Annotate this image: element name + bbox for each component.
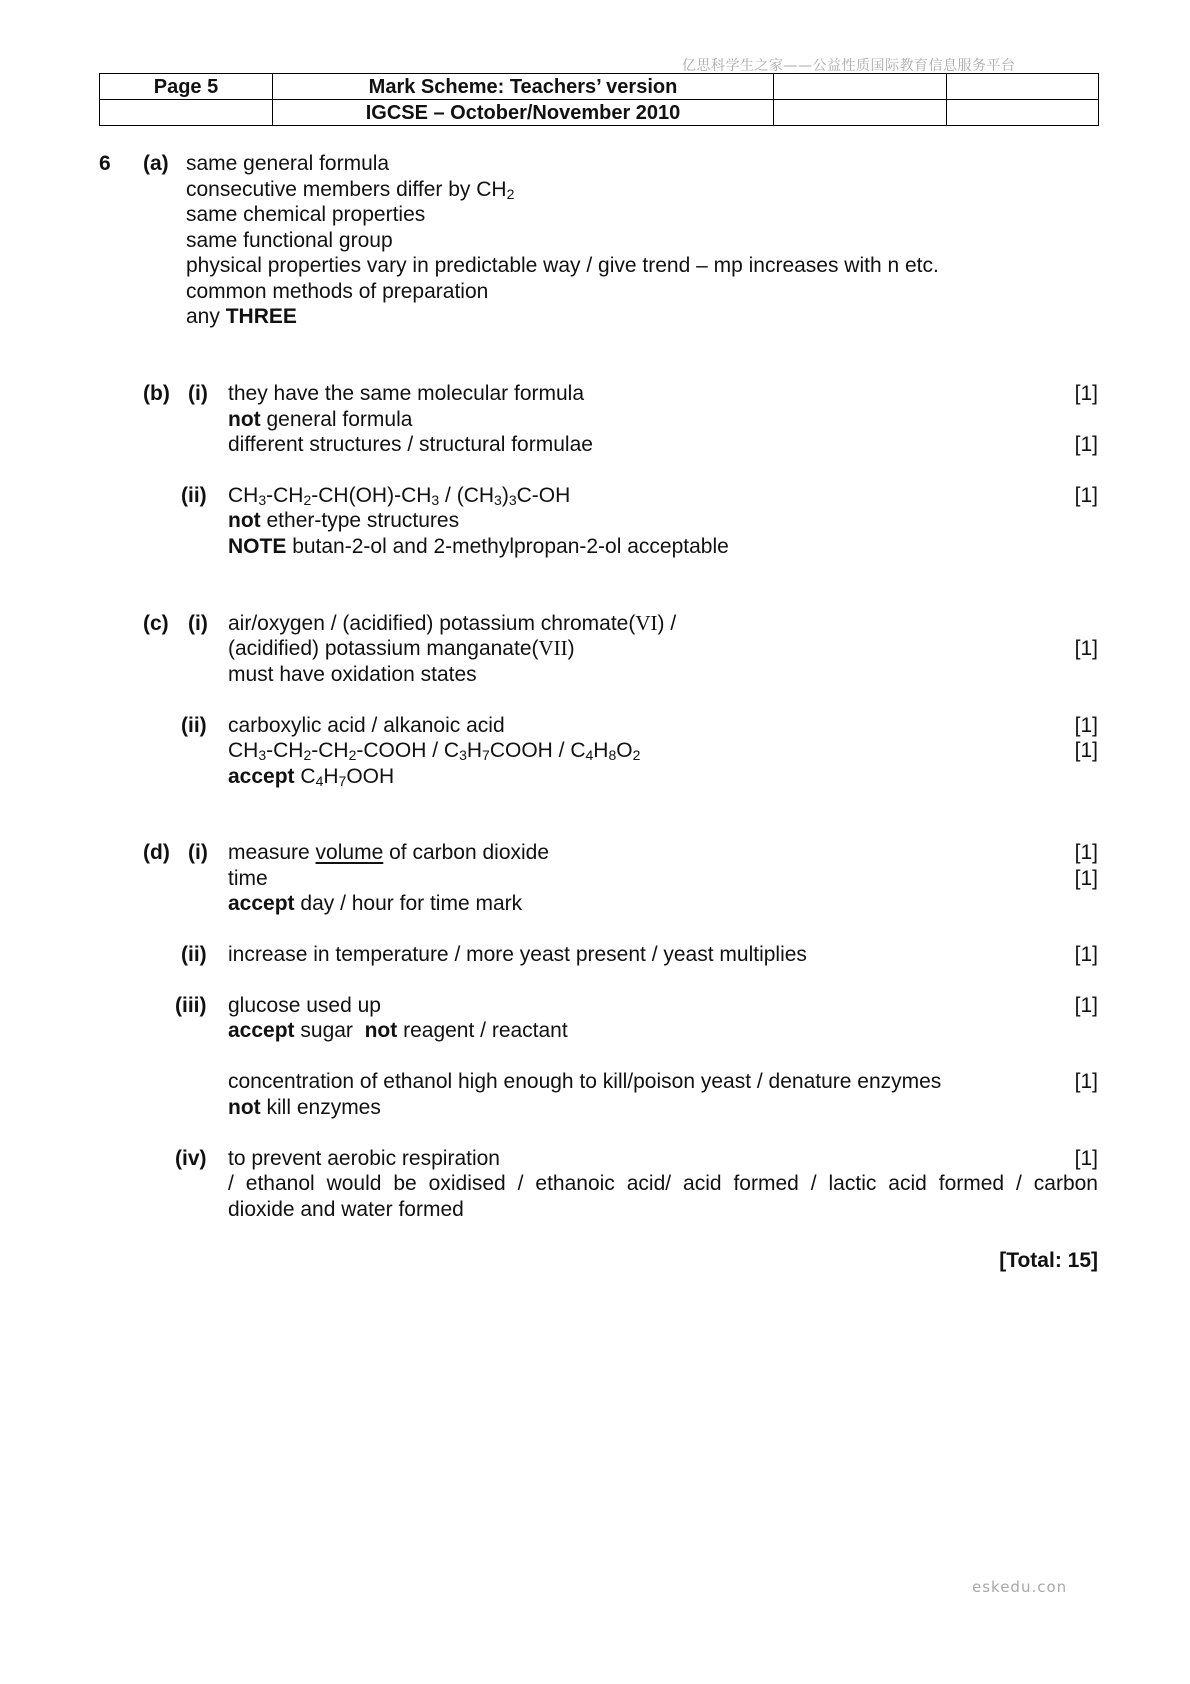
part-b-label: (b) (143, 382, 170, 405)
d-i-line-2: time (228, 867, 268, 890)
part-c-label: (c) (143, 612, 169, 635)
d-iv-label: (iv) (175, 1147, 207, 1170)
b-ii-label: (ii) (181, 484, 207, 507)
mark: [1] (1074, 1070, 1098, 1093)
b-ii-line-3: NOTE butan-2-ol and 2-methylpropan-2-ol acceptable (228, 535, 729, 558)
d-ii-line-1: increase in temperature / more yeast present / yeast multiplies (228, 943, 807, 966)
d-ii-label: (ii) (181, 943, 207, 966)
mark: [1] (1074, 433, 1098, 456)
c-ii-accept: accept $C_4H_7OOH$ (228, 765, 395, 789)
a-line-5: physical properties vary in predictable way / give trend – mp increases with n etc. (186, 254, 939, 277)
c-ii-line-1: carboxylic acid / alkanoic acid (228, 714, 505, 737)
d-iii-label: (iii) (175, 994, 207, 1017)
a-line-6: common methods of preparation (186, 280, 489, 303)
b-ii-line-2: not ether-type structures (228, 509, 460, 532)
d-iii-line-2: accept sugar not reagent / reactant (228, 1019, 568, 1042)
d-iii-line-4: not kill enzymes (228, 1096, 381, 1119)
question-number: 6 (99, 152, 111, 175)
d-iv-line-2: / ethanol would be oxidised / ethanoic acid/ acid formed / lactic acid formed / carbon (228, 1172, 1098, 1195)
d-iv-line-3: dioxide and water formed (228, 1198, 464, 1221)
header-blank-2 (947, 74, 1099, 100)
watermark-top: 亿思科学生之家——公益性质国际教育信息服务平台 (682, 58, 1016, 74)
c-ii-label: (ii) (181, 714, 207, 737)
header-subtitle: IGCSE – October/November 2010 (273, 100, 774, 126)
c-i-line-1: air/oxygen / (acidified) potassium chromate(VI) / (228, 611, 677, 635)
mark: [1] (1074, 994, 1098, 1017)
mark: [1] (1074, 637, 1098, 660)
total-marks: [Total: 15] (999, 1249, 1098, 1272)
mark: [1] (1074, 1147, 1098, 1170)
c-ii-formula: $CH_3-CH_2-CH_2$-COOH / $C_3H_7COOH / C_4H_8O_2$ (228, 739, 641, 763)
d-i-line-3: accept day / hour for time mark (228, 892, 523, 915)
part-d-label: (d) (143, 841, 170, 864)
header-title: Mark Scheme: Teachers’ version (273, 74, 774, 100)
mark: [1] (1074, 943, 1098, 966)
d-iii-line-3: concentration of ethanol high enough to kill/poison yeast / denature enzymes (228, 1070, 942, 1093)
mark: [1] (1074, 841, 1098, 864)
d-i-line-1: measure volume of carbon dioxide (228, 841, 550, 864)
header-page: Page 5 (100, 74, 273, 100)
a-line-7: any THREE (186, 305, 297, 328)
header-blank-1 (774, 74, 947, 100)
a-line-1: same general formula (186, 152, 390, 175)
c-i-line-2: (acidified) potassium manganate(VII) (228, 636, 575, 660)
b-i-line-2: not general formula (228, 408, 413, 431)
mark: [1] (1074, 867, 1098, 890)
d-iii-line-1: glucose used up (228, 994, 381, 1017)
header-blank-4 (774, 100, 947, 126)
a-line-4: same functional group (186, 229, 393, 252)
b-i-line-1: they have the same molecular formula (228, 382, 585, 405)
mark: [1] (1074, 382, 1098, 405)
a-line-3: same chemical properties (186, 203, 426, 226)
mark: [1] (1074, 739, 1098, 762)
c-i-line-3: must have oxidation states (228, 663, 477, 686)
watermark-bottom: eskedu.con (972, 1578, 1068, 1596)
d-i-label: (i) (188, 841, 208, 864)
c-i-label: (i) (188, 612, 208, 635)
header-blank-5 (947, 100, 1099, 126)
mark: [1] (1074, 484, 1098, 507)
b-i-line-3: different structures / structural formulae (228, 433, 593, 456)
b-i-label: (i) (188, 382, 208, 405)
a-line-2: consecutive members differ by $CH_2$ (186, 178, 515, 202)
header-table (99, 73, 1099, 126)
header-blank-3 (100, 100, 273, 126)
b-ii-formula: $CH_3-CH_2-CH(OH)-CH_3 / (CH_3)_3C-OH$ (228, 484, 571, 508)
part-a-label: (a) (143, 152, 169, 175)
d-iv-line-1: to prevent aerobic respiration (228, 1147, 500, 1170)
mark: [1] (1074, 714, 1098, 737)
